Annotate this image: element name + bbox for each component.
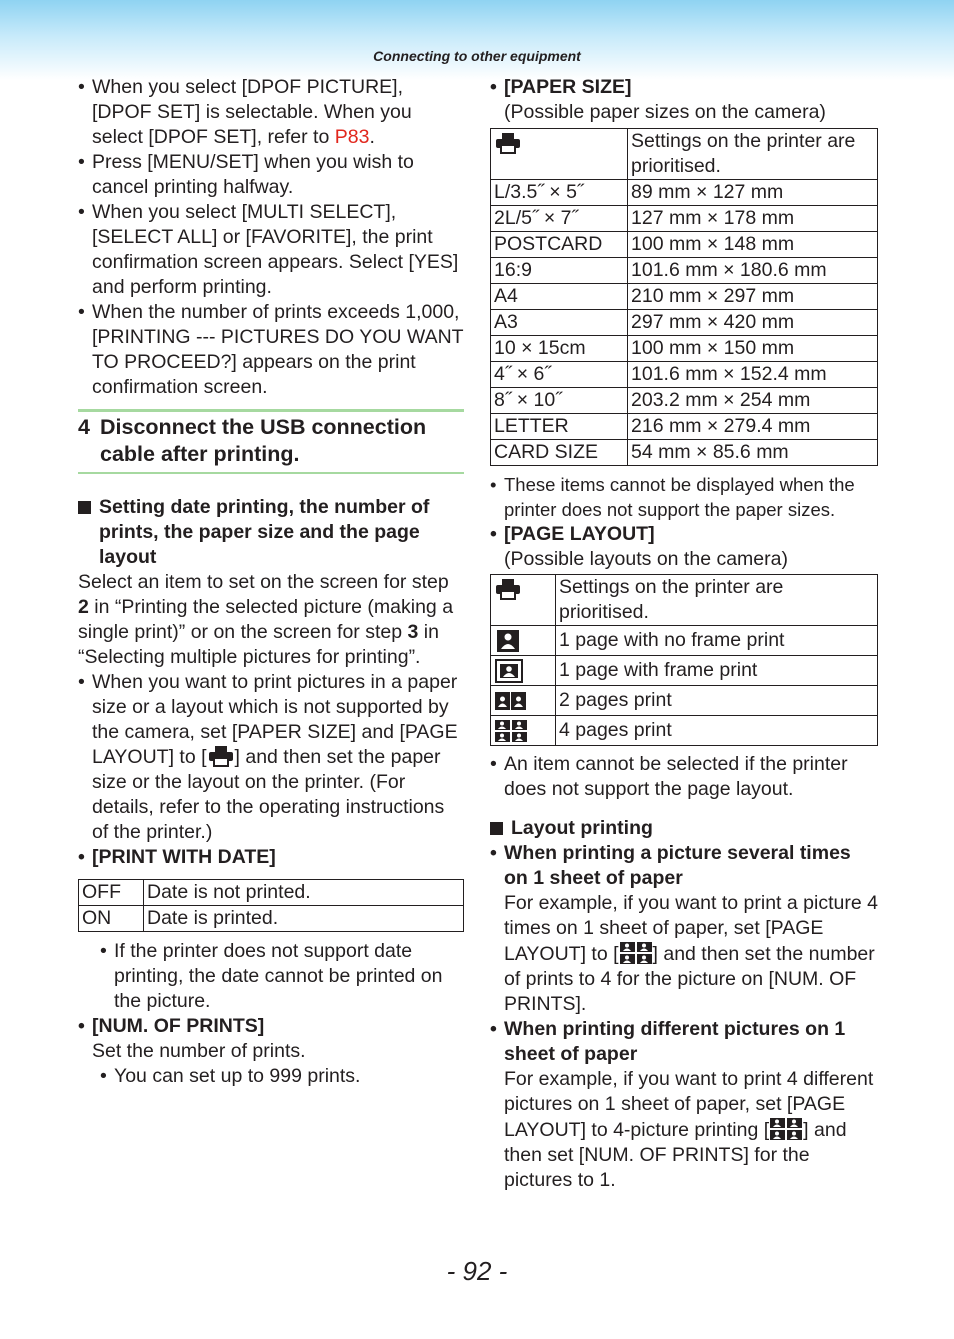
list-item: • If the printer does not support date printing, the date cannot be printed on the picture. <box>78 939 464 1014</box>
list-item: • You can set up to 999 prints. <box>78 1064 464 1089</box>
table-row: POSTCARD 100 mm × 148 mm <box>491 232 878 258</box>
table-row: Settings on the printer are prioritised. <box>491 129 878 180</box>
table-row: A4 210 mm × 297 mm <box>491 284 878 310</box>
printer-icon <box>494 132 522 154</box>
layout-subheading-2: • When printing different pictures on 1 sheet of paper <box>490 1017 878 1067</box>
four-pages-icon <box>619 941 653 965</box>
table-row: L/3.5˝ × 5˝ 89 mm × 127 mm <box>491 180 878 206</box>
layout-printing-title: Layout printing <box>490 816 878 841</box>
step-number: 4 <box>78 415 90 439</box>
table-row: 4 pages print <box>491 716 878 746</box>
page-layout-title: • [PAGE LAYOUT] <box>490 522 878 547</box>
printer-icon <box>494 578 522 600</box>
num-prints-desc: Set the number of prints. <box>92 1040 306 1062</box>
left-column <box>78 75 464 1089</box>
list-item: • An item cannot be selected if the printer does not support the page layout. <box>490 752 878 802</box>
table-row: 2 pages print <box>491 686 878 716</box>
list-item: • Press [MENU/SET] when you wish to cancel printing halfway. <box>78 150 464 200</box>
paper-size-title: • [PAPER SIZE] <box>490 75 878 100</box>
num-prints-title: • [NUM. OF PRINTS] <box>78 1014 464 1039</box>
table-row: A3 297 mm × 420 mm <box>491 310 878 336</box>
table-row: 16:9 101.6 mm × 180.6 mm <box>491 258 878 284</box>
table-row: CARD SIZE 54 mm × 85.6 mm <box>491 440 878 466</box>
right-column <box>490 75 878 1193</box>
table-row: 10 × 15cm 100 mm × 150 mm <box>491 336 878 362</box>
section-title: Setting date printing, the number of prints, the paper size and the page layout <box>78 495 464 570</box>
table-row: Settings on the printer are prioritised. <box>491 575 878 626</box>
page-number: - 92 - <box>446 1256 508 1286</box>
intro-text: Select an item to set on the screen for step 2 in “Printing the selected picture (making a single print)” or on the screen for step 3 in “Selecting multiple pictures for printing”. <box>78 571 454 668</box>
four-pages-icon <box>494 719 528 743</box>
table-row: 8˝ × 10˝ 203.2 mm × 254 mm <box>491 388 878 414</box>
list-item: • When you select [DPOF PICTURE], [DPOF SET] is selectable. When you select [DPOF SET], refer to P83. <box>78 75 464 150</box>
two-pages-icon <box>494 689 528 713</box>
print-with-date-table <box>78 879 464 932</box>
paper-size-subtitle: (Possible paper sizes on the camera) <box>504 101 826 123</box>
printer-icon <box>207 745 235 767</box>
table-row: OFF Date is not printed. <box>79 880 464 906</box>
list-item: • These items cannot be displayed when the printer does not support the paper sizes. <box>490 472 878 522</box>
four-pages-icon <box>769 1117 803 1141</box>
print-with-date-title: • [PRINT WITH DATE] <box>78 845 464 870</box>
table-row: LETTER 216 mm × 279.4 mm <box>491 414 878 440</box>
list-item: • When you want to print pictures in a paper size or a layout which is not supported by the camera, set [PAPER SIZE] and [PAGE LAYOUT] to [ ] and then set the paper size or the layout on the printer. (For details, refer to the operating instructions of the printer.) <box>78 670 464 845</box>
one-page-no-frame-icon <box>494 629 528 653</box>
one-page-frame-icon <box>494 659 528 683</box>
layout-subheading-1: • When printing a picture several times on 1 sheet of paper <box>490 841 878 891</box>
table-row: 1 page with frame print <box>491 656 878 686</box>
square-bullet-icon <box>490 822 503 835</box>
page-layout-subtitle: (Possible layouts on the camera) <box>504 548 788 570</box>
paper-size-table <box>490 128 878 466</box>
table-row: 1 page with no frame print <box>491 626 878 656</box>
page-layout-table <box>490 574 878 746</box>
table-row: 4˝ × 6˝ 101.6 mm × 152.4 mm <box>491 362 878 388</box>
square-bullet-icon <box>78 501 91 514</box>
layout-text-2: For example, if you want to print 4 different pictures on 1 sheet of paper, set [PAGE LAYOUT] to 4-picture printing [ ] and then set [NUM. OF PRINTS] for the pictures to 1. <box>504 1068 874 1191</box>
top-gradient-band <box>0 0 954 80</box>
table-row: 2L/5˝ × 7˝ 127 mm × 178 mm <box>491 206 878 232</box>
page-link-p83[interactable]: P83 <box>334 126 370 148</box>
layout-text-1: For example, if you want to print a picture 4 times on 1 sheet of paper, set [PAGE LAYOUT] to [ ] and then set the number of prints to 4 for the picture on [NUM. OF PRINTS]. <box>504 892 878 1015</box>
step-text: Disconnect the USB connection cable after printing. <box>100 415 427 466</box>
list-item: • When you select [MULTI SELECT], [SELECT ALL] or [FAVORITE], the print confirmation screen appears. Select [YES] and perform printing. <box>78 200 464 300</box>
page-header: Connecting to other equipment <box>373 48 581 64</box>
table-row: ON Date is printed. <box>79 906 464 932</box>
list-item: • When the number of prints exceeds 1,000, [PRINTING --- PICTURES DO YOU WANT TO PROCEED?] appears on the print confirmation screen. <box>78 300 464 400</box>
step-4-heading <box>78 409 464 474</box>
